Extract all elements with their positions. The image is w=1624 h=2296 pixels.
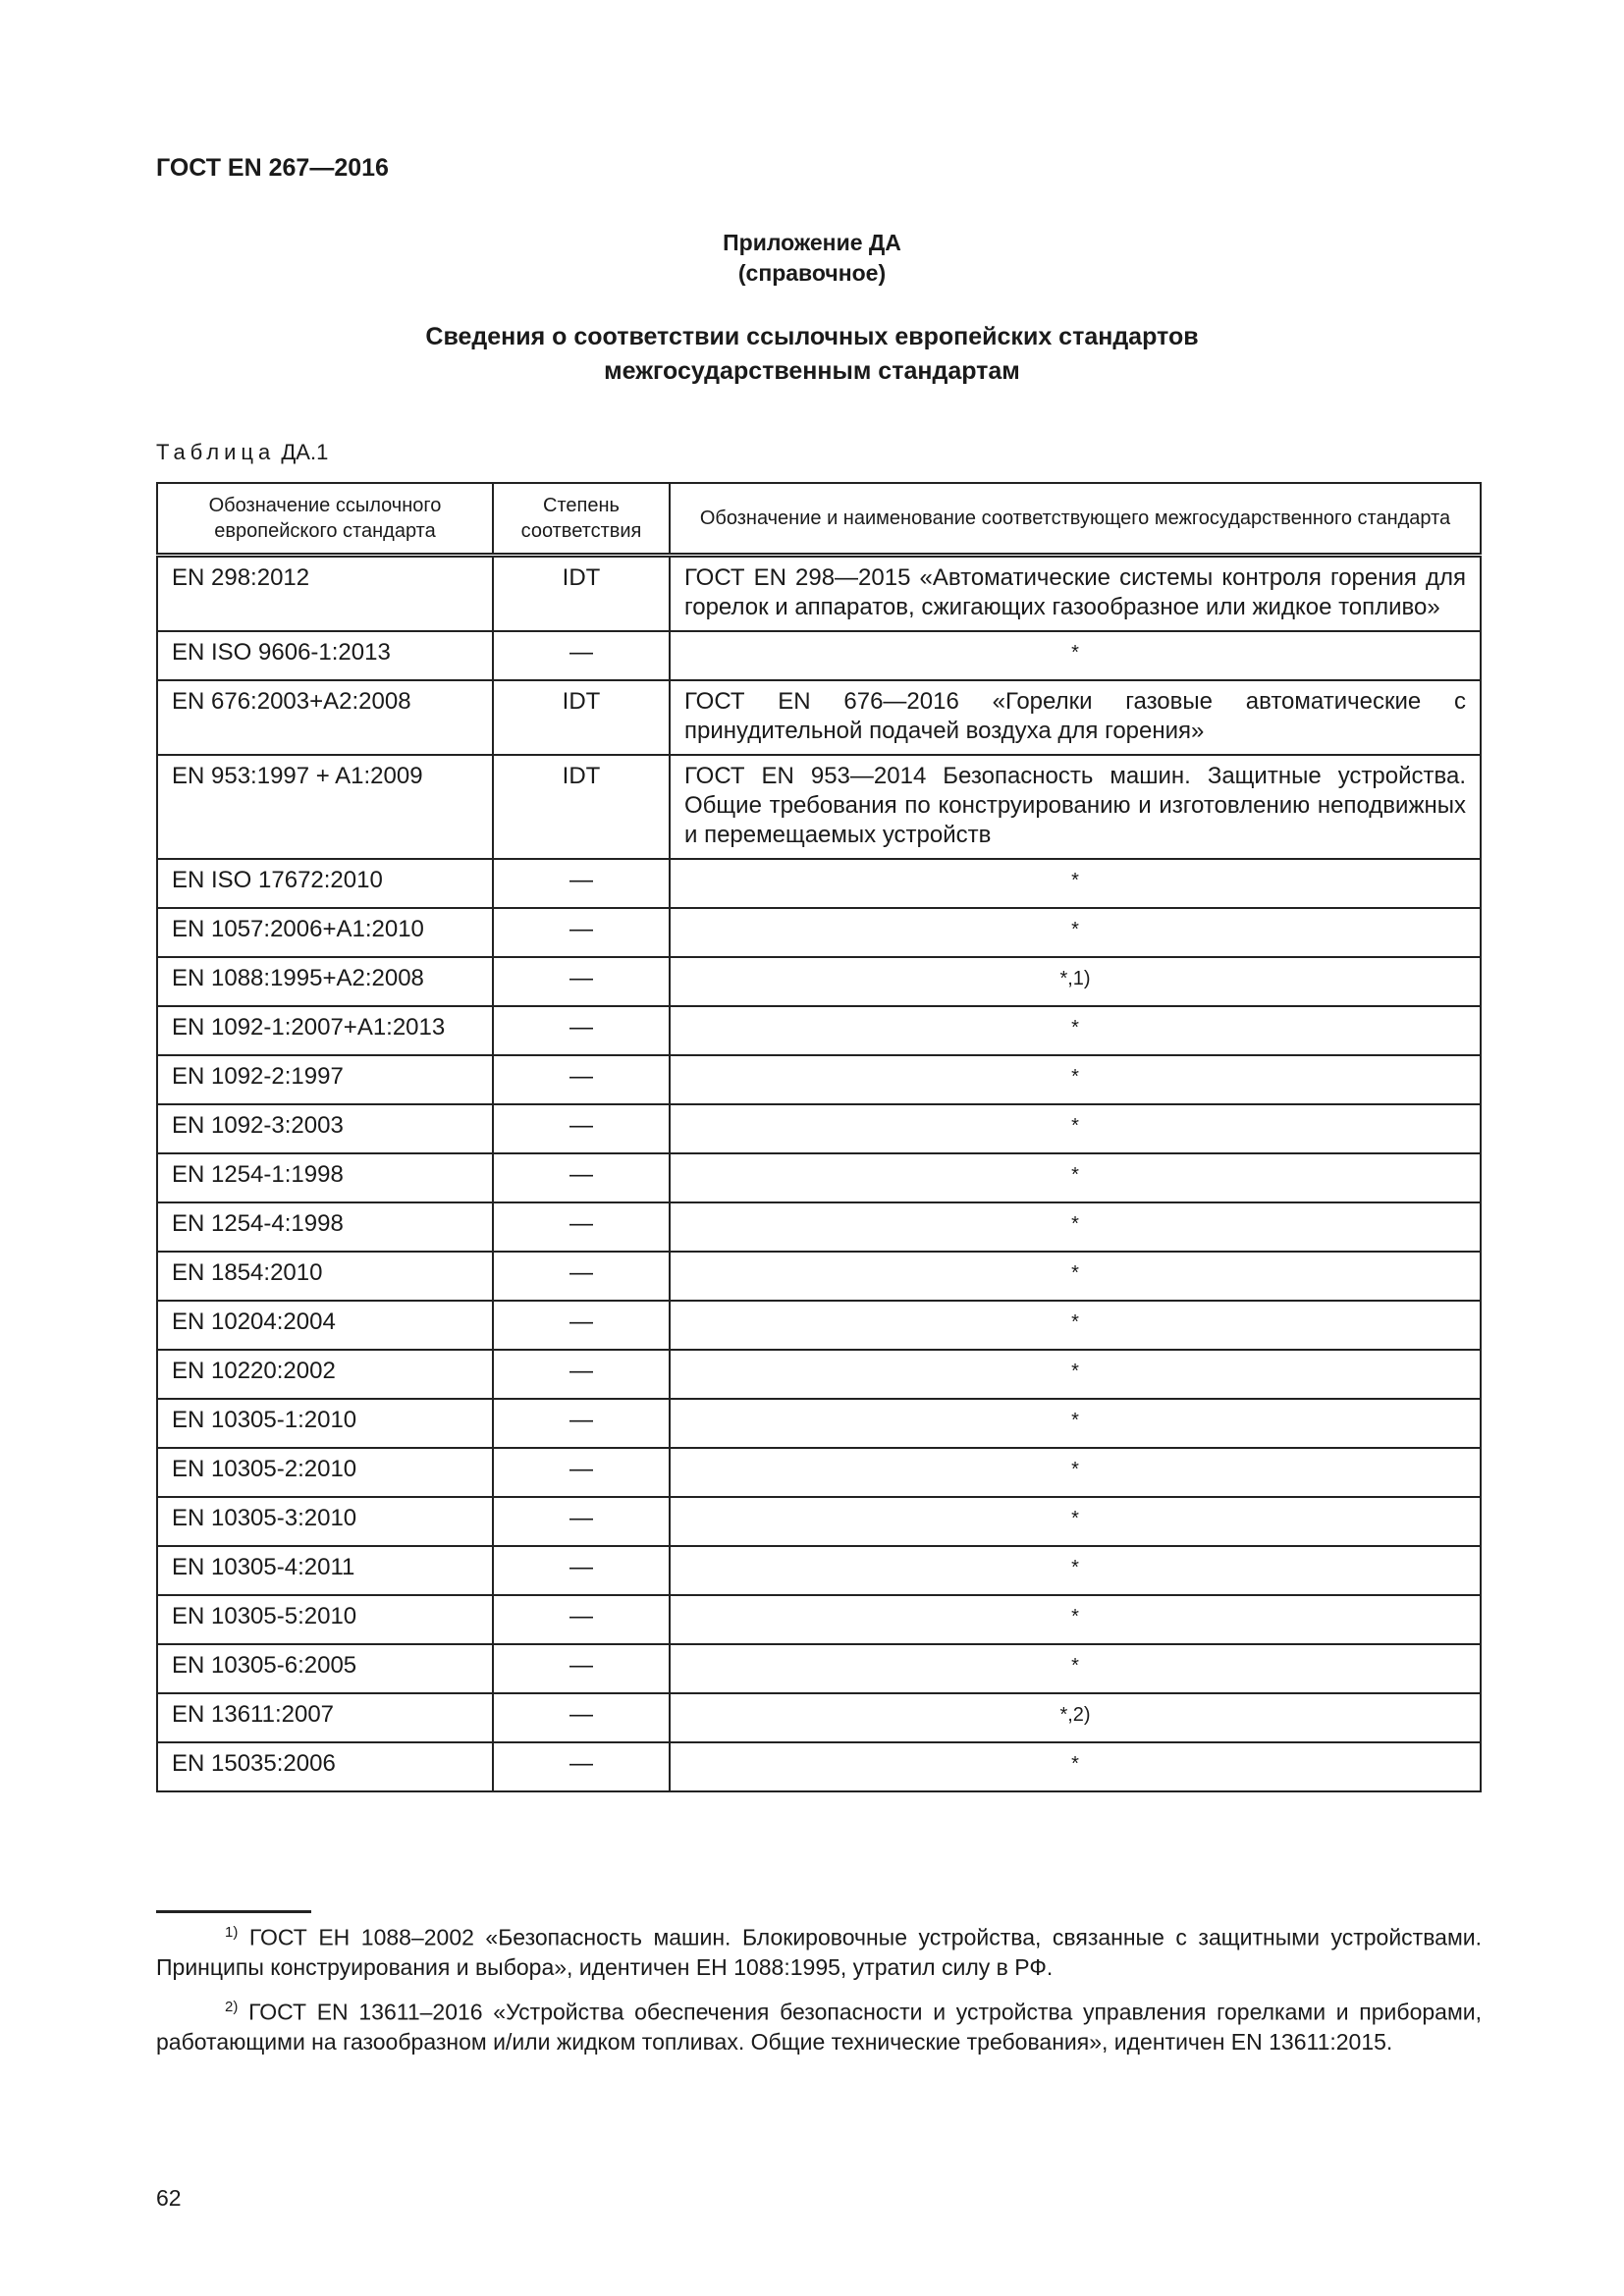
degree-cell: IDT (493, 755, 670, 859)
table-row (157, 556, 1481, 632)
table-row (157, 1153, 1481, 1202)
ref-standard-cell: EN 10305-5:2010 (157, 1595, 493, 1644)
table-row (157, 1055, 1481, 1104)
interstate-standard-cell: *,2) (670, 1693, 1481, 1742)
table-row (157, 680, 1481, 755)
table-row (157, 1252, 1481, 1301)
column-header: Обозначение ссылочного европейского стандарта (157, 483, 493, 556)
footnote-mark: 1) (225, 1924, 239, 1941)
ref-standard-cell: EN 1057:2006+A1:2010 (157, 908, 493, 957)
interstate-standard-cell: * (670, 1202, 1481, 1252)
table-row (157, 1693, 1481, 1742)
footnote-divider (156, 1910, 311, 1913)
degree-cell: — (493, 1644, 670, 1693)
appendix-title: Приложение ДА (723, 230, 901, 255)
interstate-standard-cell: * (670, 1301, 1481, 1350)
degree-cell: — (493, 1301, 670, 1350)
interstate-standard-cell: * (670, 1153, 1481, 1202)
interstate-standard-cell: * (670, 1742, 1481, 1791)
interstate-standard-cell: * (670, 1595, 1481, 1644)
degree-cell: — (493, 1742, 670, 1791)
ref-standard-cell: EN 10305-3:2010 (157, 1497, 493, 1546)
table-label-number: ДА.1 (281, 440, 329, 464)
table-row (157, 957, 1481, 1006)
footnote-2 (156, 1993, 1482, 2056)
interstate-standard-cell: * (670, 1252, 1481, 1301)
table-row (157, 1006, 1481, 1055)
degree-cell: IDT (493, 556, 670, 632)
interstate-standard-cell: * (670, 1644, 1481, 1693)
ref-standard-cell: EN 15035:2006 (157, 1742, 493, 1791)
ref-standard-cell: EN 1092-3:2003 (157, 1104, 493, 1153)
table-row (157, 755, 1481, 859)
degree-cell: — (493, 1252, 670, 1301)
degree-cell: — (493, 1055, 670, 1104)
interstate-standard-cell: * (670, 1399, 1481, 1448)
table-header-row (157, 483, 1481, 556)
footnote-1 (156, 1918, 1482, 1982)
table-row (157, 1546, 1481, 1595)
table-row (157, 1399, 1481, 1448)
table-row (157, 1644, 1481, 1693)
table-row (157, 1301, 1481, 1350)
degree-cell: — (493, 957, 670, 1006)
ref-standard-cell: EN 10305-4:2011 (157, 1546, 493, 1595)
interstate-standard-cell: * (670, 1350, 1481, 1399)
ref-standard-cell: EN 10305-1:2010 (157, 1399, 493, 1448)
interstate-standard-cell: * (670, 1546, 1481, 1595)
ref-standard-cell: EN 10305-6:2005 (157, 1644, 493, 1693)
table-row (157, 1350, 1481, 1399)
ref-standard-cell: EN 953:1997 + A1:2009 (157, 755, 493, 859)
degree-cell: — (493, 1595, 670, 1644)
ref-standard-cell: EN 10204:2004 (157, 1301, 493, 1350)
interstate-standard-cell: ГОСТ EN 676—2016 «Горелки газовые автоматические с принудительной подачей воздуха для горения» (670, 680, 1481, 755)
ref-standard-cell: EN ISO 9606-1:2013 (157, 631, 493, 680)
appendix-subtitle: (справочное) (737, 260, 887, 286)
table-label (156, 440, 328, 465)
ref-standard-cell: EN 676:2003+A2:2008 (157, 680, 493, 755)
interstate-standard-cell: * (670, 859, 1481, 908)
table-row (157, 1595, 1481, 1644)
degree-cell: — (493, 1350, 670, 1399)
degree-cell: IDT (493, 680, 670, 755)
interstate-standard-cell: * (670, 1497, 1481, 1546)
ref-standard-cell: EN 13611:2007 (157, 1693, 493, 1742)
interstate-standard-cell: ГОСТ EN 953—2014 Безопасность машин. Защитные устройства. Общие требования по конструированию и изготовлению неподвижных и перемещаемых устройств (670, 755, 1481, 859)
ref-standard-cell: EN 10305-2:2010 (157, 1448, 493, 1497)
ref-standard-cell: EN 1854:2010 (157, 1252, 493, 1301)
interstate-standard-cell: * (670, 1055, 1481, 1104)
degree-cell: — (493, 1448, 670, 1497)
table-row (157, 859, 1481, 908)
degree-cell: — (493, 908, 670, 957)
table-label-prefix: Таблица (156, 440, 276, 464)
footnote-text: ГОСТ ЕН 1088–2002 «Безопасность машин. Блокировочные устройства, связанные с защитными устройствами. Принципы конструирования и выбора», идентичен ЕН 1088:1995, утратил силу в РФ. (156, 1924, 1482, 1980)
interstate-standard-cell: ГОСТ EN 298—2015 «Автоматические системы контроля горения для горелок и аппаратов, сжигающих газообразное или жидкое топливо» (670, 556, 1481, 632)
table-row (157, 1448, 1481, 1497)
ref-standard-cell: EN 1092-2:1997 (157, 1055, 493, 1104)
interstate-standard-cell: * (670, 1006, 1481, 1055)
degree-cell: — (493, 631, 670, 680)
degree-cell: — (493, 1399, 670, 1448)
column-header: Обозначение и наименование соответствующего межгосударственного стандарта (670, 483, 1481, 556)
table-row (157, 1202, 1481, 1252)
section-title (0, 320, 1624, 389)
table-row (157, 908, 1481, 957)
column-header: Степень соответствия (493, 483, 670, 556)
table-row (157, 631, 1481, 680)
interstate-standard-cell: * (670, 1104, 1481, 1153)
correspondence-table (156, 482, 1482, 1792)
degree-cell: — (493, 1153, 670, 1202)
interstate-standard-cell: * (670, 1448, 1481, 1497)
appendix-heading (0, 228, 1624, 289)
degree-cell: — (493, 1546, 670, 1595)
ref-standard-cell: EN 10220:2002 (157, 1350, 493, 1399)
interstate-standard-cell: * (670, 631, 1481, 680)
ref-standard-cell: EN 1254-1:1998 (157, 1153, 493, 1202)
page-number: 62 (156, 2185, 182, 2211)
table-row (157, 1742, 1481, 1791)
ref-standard-cell: EN 1088:1995+A2:2008 (157, 957, 493, 1006)
title-line-1: Сведения о соответствии ссылочных европейских стандартов (425, 323, 1199, 350)
degree-cell: — (493, 1104, 670, 1153)
interstate-standard-cell: *,1) (670, 957, 1481, 1006)
ref-standard-cell: EN 1254-4:1998 (157, 1202, 493, 1252)
footnote-mark: 2) (225, 1999, 239, 2015)
degree-cell: — (493, 859, 670, 908)
ref-standard-cell: EN 298:2012 (157, 556, 493, 632)
title-line-2: межгосударственным стандартам (604, 357, 1020, 385)
degree-cell: — (493, 1693, 670, 1742)
footnote-text: ГОСТ EN 13611–2016 «Устройства обеспечения безопасности и устройства управления горелками и приборами, работающими на газообразном и/или жидком топливах. Общие технические требования», идентичен EN 13611:2015. (156, 1999, 1483, 2055)
degree-cell: — (493, 1006, 670, 1055)
table-row (157, 1497, 1481, 1546)
table-row (157, 1104, 1481, 1153)
degree-cell: — (493, 1497, 670, 1546)
ref-standard-cell: EN 1092-1:2007+A1:2013 (157, 1006, 493, 1055)
degree-cell: — (493, 1202, 670, 1252)
interstate-standard-cell: * (670, 908, 1481, 957)
document-header: ГОСТ EN 267—2016 (156, 154, 389, 182)
ref-standard-cell: EN ISO 17672:2010 (157, 859, 493, 908)
